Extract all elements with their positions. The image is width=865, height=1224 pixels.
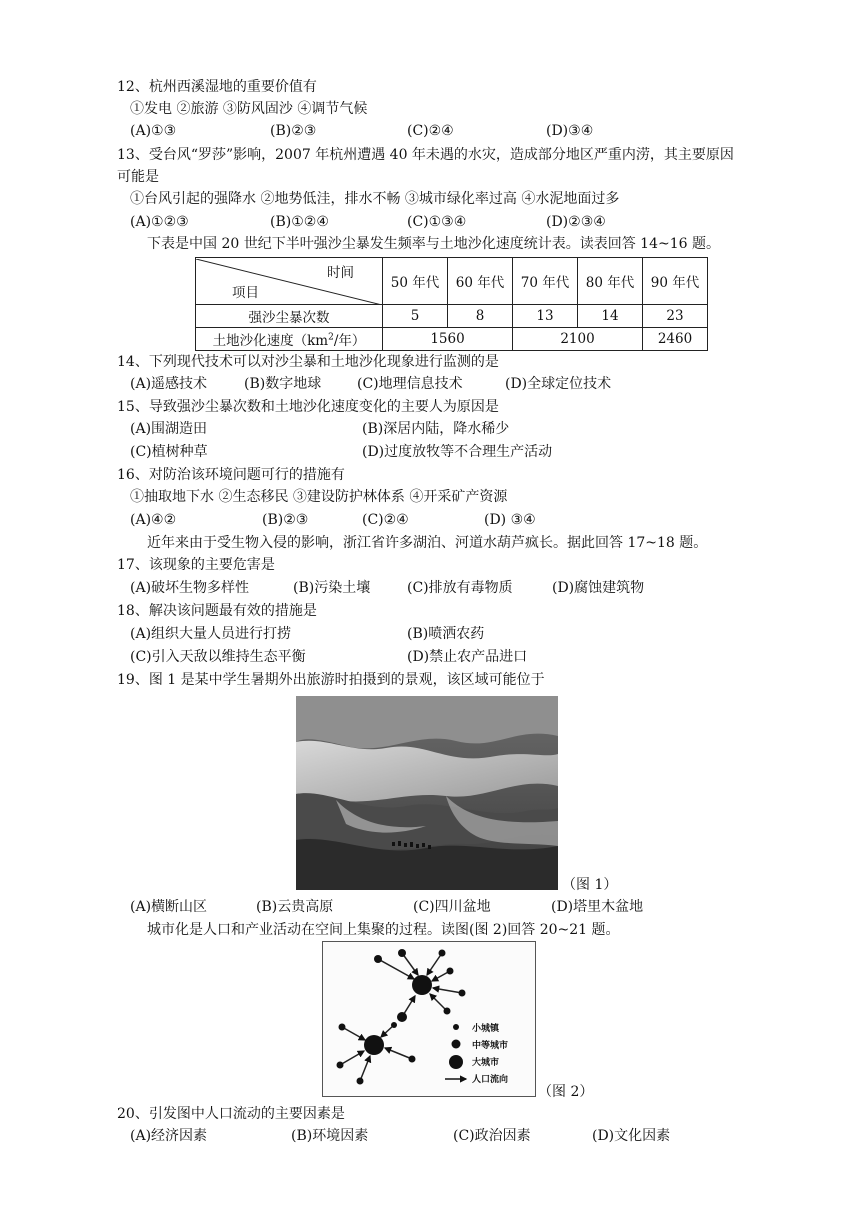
decade-70s: 70 年代	[513, 258, 578, 305]
intro-20-21: 城市化是人口和产业活动在空间上集聚的过程。读图(图 2)回答 20~21 题。	[147, 922, 620, 938]
row2-value: 2100	[513, 328, 643, 351]
q14-option-c: (C)地理信息技术	[357, 376, 463, 392]
decade-80s: 80 年代	[578, 258, 643, 305]
q12-option-d: (D)③④	[546, 123, 594, 139]
q13-items: ①台风引起的强降水 ②地势低洼，排水不畅 ③城市绿化率过高 ④水泥地面过多	[130, 191, 620, 207]
q16-stem: 16、对防治该环境问题可行的措施有	[117, 467, 345, 483]
row2-value: 2460	[643, 328, 708, 351]
q12-items: ①发电 ②旅游 ③防风固沙 ④调节气候	[130, 101, 368, 117]
q13-option-c: (C)①③④	[407, 214, 467, 230]
q12-option-c: (C)②④	[407, 123, 454, 139]
legend-small-town: 小城镇	[472, 1024, 500, 1034]
q13-stem-line1: 13、受台风“罗莎”影响，2007 年杭州遭遇 40 年未遇的水灾，造成部分地区严重内涝，其主要原因	[117, 147, 734, 163]
q18-option-b: (B)喷洒农药	[407, 626, 485, 642]
q18-stem: 18、解决该问题最有效的措施是	[117, 603, 317, 619]
q16-option-b: (B)②③	[262, 512, 309, 528]
table-intro: 下表是中国 20 世纪下半叶强沙尘暴发生频率与土地沙化速度统计表。读表回答 14~16 题。	[147, 236, 720, 252]
row1-value: 5	[383, 305, 448, 328]
q12-stem: 12、杭州西溪湿地的重要价值有	[117, 79, 317, 95]
q15-option-b: (B)深居内陆，降水稀少	[362, 421, 510, 437]
q18-option-c: (C)引入天敌以维持生态平衡	[130, 649, 306, 665]
row2-value: 1560	[383, 328, 513, 351]
decade-90s: 90 年代	[643, 258, 708, 305]
q13-option-b: (B)①②④	[270, 214, 329, 230]
row1-value: 13	[513, 305, 578, 328]
figure-2-city-diagram	[322, 941, 536, 1097]
q16-option-a: (A)④②	[130, 512, 177, 528]
q13-option-a: (A)①②③	[130, 214, 189, 230]
figure-1-desert-photo	[296, 696, 558, 890]
q13-stem-line2: 可能是	[117, 169, 159, 185]
q17-option-a: (A)破坏生物多样性	[130, 580, 250, 596]
q14-option-d: (D)全球定位技术	[505, 376, 612, 392]
intro-17-18: 近年来由于受生物入侵的影响，浙江省许多湖泊、河道水葫芦疯长。据此回答 17~18 题。	[147, 535, 708, 551]
q16-option-c: (C)②④	[362, 512, 409, 528]
stats-table	[195, 257, 708, 351]
q19-option-b: (B)云贵高原	[256, 899, 334, 915]
q19-stem: 19、图 1 是某中学生暑期外出旅游时拍摄到的景观，该区域可能位于	[117, 672, 545, 688]
q16-option-d: (D) ③④	[484, 512, 536, 528]
legend-population-flow: 人口流向	[472, 1075, 509, 1085]
row1-value: 23	[643, 305, 708, 328]
q19-option-a: (A)横断山区	[130, 899, 208, 915]
q15-option-a: (A)围湖造田	[130, 421, 208, 437]
decade-60s: 60 年代	[448, 258, 513, 305]
q13-option-d: (D)②③④	[546, 214, 606, 230]
q19-option-c: (C)四川盆地	[413, 899, 491, 915]
q17-option-b: (B)污染土壤	[293, 580, 371, 596]
q20-option-b: (B)环境因素	[291, 1128, 369, 1144]
q20-option-a: (A)经济因素	[130, 1128, 208, 1144]
table-diagonal-header	[196, 258, 383, 305]
q14-option-a: (A)遥感技术	[130, 376, 208, 392]
decade-50s: 50 年代	[383, 258, 448, 305]
row1-value: 14	[578, 305, 643, 328]
q18-option-d: (D)禁止农产品进口	[407, 649, 528, 665]
figure-1-caption: （图 1）	[562, 877, 618, 893]
q17-option-c: (C)排放有毒物质	[407, 580, 513, 596]
q19-option-d: (D)塔里木盆地	[551, 899, 644, 915]
q12-option-a: (A)①③	[130, 123, 177, 139]
q20-stem: 20、引发图中人口流动的主要因素是	[117, 1106, 345, 1122]
row1-label: 强沙尘暴次数	[196, 305, 383, 328]
legend-medium-city: 中等城市	[472, 1041, 509, 1051]
row1-value: 8	[448, 305, 513, 328]
q20-option-c: (C)政治因素	[453, 1128, 531, 1144]
q15-option-d: (D)过度放牧等不合理生产活动	[362, 444, 553, 460]
figure-2-caption: （图 2）	[538, 1084, 594, 1100]
q15-option-c: (C)植树种草	[130, 444, 208, 460]
q18-option-a: (A)组织大量人员进行打捞	[130, 626, 292, 642]
row2-label: 土地沙化速度（$km^2/$年）	[196, 328, 383, 351]
header-item: 项目	[232, 285, 259, 301]
header-time: 时间	[327, 265, 354, 281]
q17-stem: 17、该现象的主要危害是	[117, 557, 275, 573]
legend-big-city: 大城市	[472, 1058, 500, 1068]
q15-stem: 15、导致强沙尘暴次数和土地沙化速度变化的主要人为原因是	[117, 399, 499, 415]
q20-option-d: (D)文化因素	[592, 1128, 671, 1144]
q12-option-b: (B)②③	[270, 123, 317, 139]
q17-option-d: (D)腐蚀建筑物	[552, 580, 645, 596]
q16-items: ①抽取地下水 ②生态移民 ③建设防护林体系 ④开采矿产资源	[130, 489, 508, 505]
q14-option-b: (B)数字地球	[244, 376, 322, 392]
q14-stem: 14、下列现代技术可以对沙尘暴和土地沙化现象进行监测的是	[117, 354, 499, 370]
